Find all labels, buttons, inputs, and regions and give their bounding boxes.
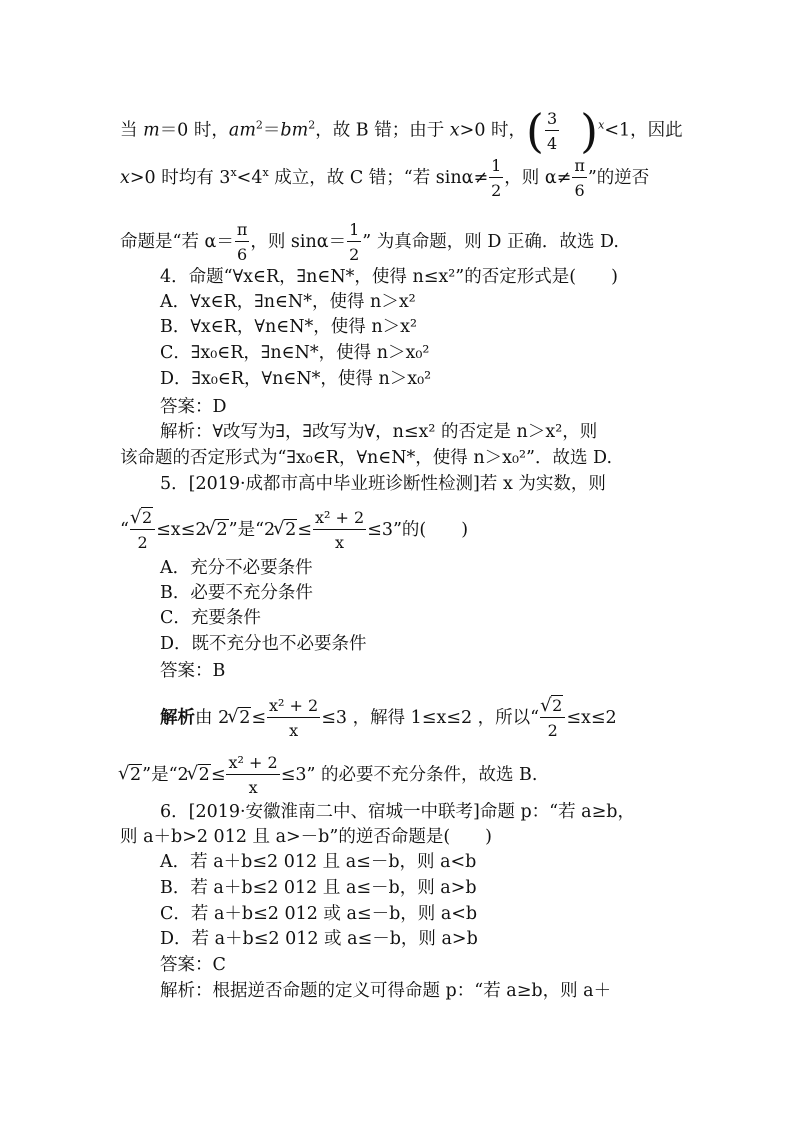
q6-answer: 答案：C [160,955,226,975]
q5-answer: 答案：B [160,661,226,681]
solution-line-1: 当 m＝0 时，$am^2=bm^2$，故 B 错；由于 x>0 时，( $\frac{3}{4}$ )$^x$<1，因此 [120,104,683,158]
q5-explanation-1: 解析由 2√ 2≤ $\frac{\text{x² + 2}}{x}$ ≤3 ，解得 1≤x≤2 ，所以“ √ $\frac{2}{2}$ ≤x≤2 [160,698,617,739]
q4-answer: 答案：D [160,397,227,417]
question-6-stem-1: 6．[2019·安徽淮南二中、宿城一中联考]命题 p：“若 a≥b， [160,802,635,822]
right-paren: ) [580,104,599,158]
q5-explanation-2: √ 2”是“2√ 2≤ $\frac{\text{x² + 2}}{x}$ ≤3” 的必要不充分条件，故选 B. [120,755,537,796]
q6-explanation: 解析：根据逆否命题的定义可得命题 p：“若 a≥b，则 a＋ [160,981,612,1001]
left-paren: ( [526,104,544,158]
solution-line-2: x>0 时均有 $3^x<4^x$ 成立，故 C 错；“若 sinα≠ $\frac{1}{2}$ ，则 α≠ $\frac{\pi}{6}$ ”的逆否 [120,156,650,200]
q4-option-c: C．∃x₀∈R，∃n∈N*，使得 n＞x₀² [160,343,430,363]
fraction-x2plus2-over-x-2: $\frac{\text{x² + 2}}{x}$ [269,696,319,740]
solution-line-3: 命题是“若 α＝ $\frac{\pi}{6}$ ，则 sinα＝ $\frac{1}{2}$ ” 为真命题，则 D 正确．故选 D. [120,220,619,264]
fraction-sqrt2-over-2-2: √ $\frac{2}{2}$ [540,698,565,739]
fraction-sqrt2-over-2: √ $\frac{2}{2}$ [130,510,155,551]
fraction-three-quarters: $\frac{3}{4}$ [546,108,558,153]
fraction-x2plus2-over-x: $\frac{\text{x² + 2}}{x}$ [314,508,365,552]
question-5-stem-2: “ √ $\frac{2}{2}$ ≤x≤2√ 2”是“2√ 2≤ $\frac{\text{x² + 2}}{x}$ ≤3”的( ) [120,510,468,551]
question-5-stem-1: 5．[2019·成都市高中毕业班诊断性检测]若 x 为实数，则 [160,474,606,494]
q6-option-a: A．若 a＋b≤2 012 且 a≤－b，则 a<b [160,852,477,872]
q6-option-d: D．若 a＋b≤2 012 或 a≤－b，则 a>b [160,929,478,949]
q5-option-a: A．充分不必要条件 [160,558,313,578]
fraction-x2plus2-over-x-3: $\frac{\text{x² + 2}}{x}$ [228,753,278,797]
q5-option-d: D．既不充分也不必要条件 [160,634,367,654]
q5-option-c: C．充要条件 [160,608,261,628]
q4-explanation-1: 解析：∀改写为∃，∃改写为∀，n≤x² 的否定是 n＞x²，则 [160,422,598,442]
fraction-pi-sixth: $\frac{\pi}{6}$ [574,156,585,200]
q4-option-b: B．∀x∈R，∀n∈N*，使得 n＞x² [160,317,417,337]
q6-option-c: C．若 a＋b≤2 012 或 a≤－b，则 a<b [160,904,478,924]
q4-explanation-2: 该命题的否定形式为“∃x₀∈R，∀n∈N*，使得 n＞x₀²”．故选 D. [120,448,613,468]
question-4-stem: 4．命题“∀x∈R，∃n∈N*，使得 n≤x²”的否定形式是( ) [160,267,618,287]
question-6-stem-2: 则 a＋b>2 012 且 a>－b”的逆否命题是( ) [120,827,492,847]
q6-option-b: B．若 a＋b≤2 012 且 a≤－b，则 a>b [160,878,477,898]
fraction-half-2: $\frac{1}{2}$ [349,220,360,264]
fraction-half: $\frac{1}{2}$ [491,156,502,200]
q4-option-a: A．∀x∈R，∃n∈N*，使得 n＞x² [160,292,416,312]
q4-option-d: D．∃x₀∈R，∀n∈N*，使得 n＞x₀² [160,369,432,389]
fraction-pi-sixth-2: $\frac{\pi}{6}$ [236,220,248,264]
q5-option-b: B．必要不充分条件 [160,583,313,603]
